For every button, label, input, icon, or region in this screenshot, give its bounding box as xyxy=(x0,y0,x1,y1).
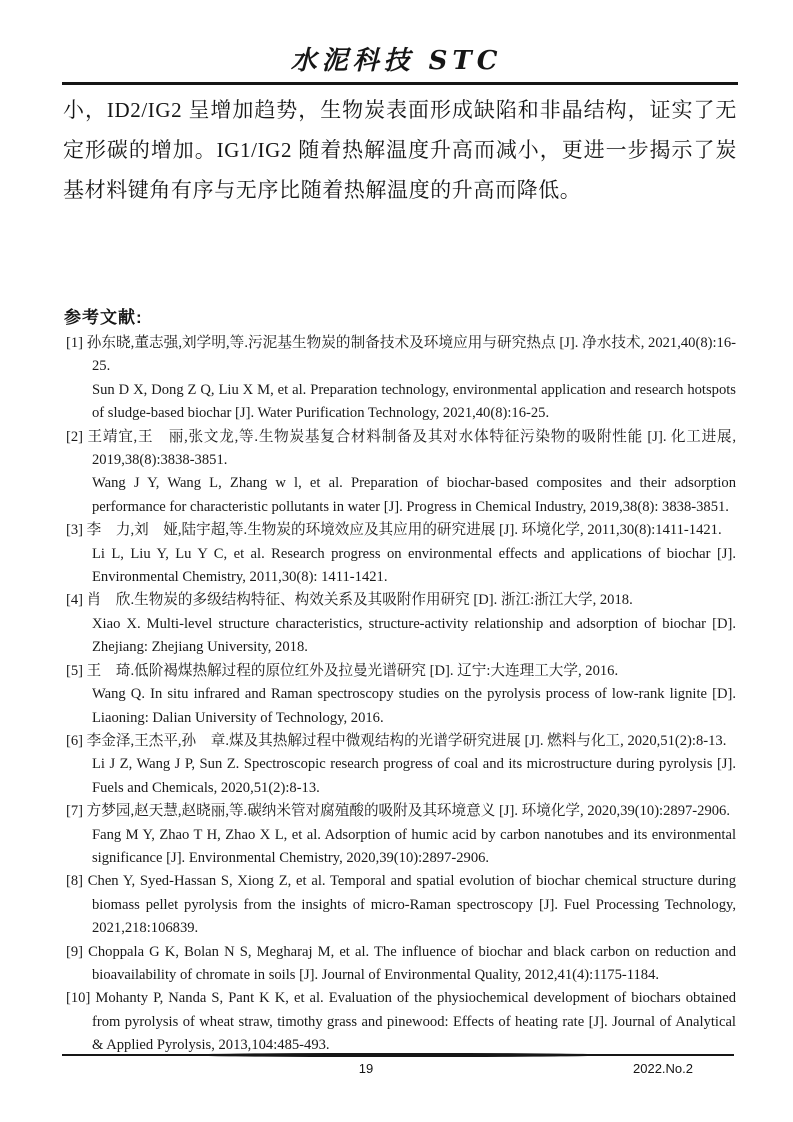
reference-item xyxy=(66,800,736,870)
reference-citation: [5] 王 琦.低阶褐煤热解过程的原位红外及拉曼光谱研究 [D]. 辽宁:大连理工大学, 2016. xyxy=(66,662,619,679)
reference-item xyxy=(66,589,736,659)
reference-number: [5] xyxy=(66,662,87,679)
reference-citation-translation: Wang J Y, Wang L, Zhang w l, et al. Preparation of biochar-based composites and their adsorption performance for characteristic pollutants in water [J]. Progress in Chemical Industry, 2019,38(8): 3838-3851. xyxy=(92,475,736,515)
reference-item xyxy=(66,870,736,940)
reference-item xyxy=(66,987,736,1057)
reference-citation: [8] Chen Y, Syed-Hassan S, Xiong Z, et al. Temporal and spatial evolution of biochar chemical structure during biomass pellet pyrolysis from the insights of micro-Raman spectroscopy [J]. Fuel Processing Technology, 2021,218:106839. xyxy=(66,873,736,937)
reference-citation-translation: Li L, Liu Y, Lu Y C, et al. Research progress on environmental effects and applications of biochar [J]. Environmental Chemistry, 2011,30(8): 1411-1421. xyxy=(92,545,736,586)
reference-item xyxy=(66,660,736,730)
reference-number: [6] xyxy=(66,732,87,749)
journal-title: 水泥科技 STC xyxy=(290,46,503,76)
reference-item xyxy=(66,730,736,800)
reference-citation: [3] 李 力,刘 娅,陆宇超,等.生物炭的环境效应及其应用的研究进展 [J]. 环境化学, 2011,30(8):1411-1421. xyxy=(66,522,722,539)
reference-number: [9] xyxy=(66,943,89,960)
reference-citation: [10] Mohanty P, Nanda S, Pant K K, et al. Evaluation of the physiochemical development of biochars obtained from pyrolysis of wheat straw, timothy grass and pinewood: Effects of heating rate [J]. Journal of Analytical & Applied Pyrolysis, 2013,104:485-493. xyxy=(66,990,736,1054)
reference-number: [4] xyxy=(66,592,87,609)
reference-citation-translation: Wang Q. In situ infrared and Raman spectroscopy studies on the pyrolysis process of low-rank lignite [D]. Liaoning: Dalian University of Technology, 2016. xyxy=(92,686,736,726)
reference-number: [1] xyxy=(66,335,87,351)
reference-citation: [2] 王靖宜,王 丽,张文龙,等.生物炭基复合材料制备及其对水体特征污染物的吸附性能 [J]. 化工进展, 2019,38(8):3838-3851. xyxy=(66,428,737,469)
reference-citation-translation: Xiao X. Multi-level structure characteristics, structure-activity relationship and adsorption of biochar [D]. Zhejiang: Zhejiang University, 2018. xyxy=(92,615,736,656)
reference-citation-translation: Fang M Y, Zhao T H, Zhao X L, et al. Adsorption of humic acid by carbon nanotubes and its environmental significance [J]. Environmental Chemistry, 2020,39(10):2897-2906. xyxy=(92,826,736,866)
reference-citation: [9] Choppala G K, Bolan N S, Megharaj M, et al. The influence of biochar and black carbon on reduction and bioavailability of chromate in soils [J]. Journal of Environmental Quality, 2012,41(4):1175-1184. xyxy=(66,943,736,983)
reference-citation: [1] 孙东晓,董志强,刘学明,等.污泥基生物炭的制备技术及环境应用与研究热点 [J]. 净水技术, 2021,40(8):16-25. xyxy=(66,335,736,375)
reference-citation-translation: Sun D X, Dong Z Q, Liu X M, et al. Preparation technology, environmental application and research hotspots of sludge-based biochar [J]. Water Purification Technology, 2021,40(8):16-25. xyxy=(92,381,736,422)
reference-number: [10] xyxy=(66,990,96,1007)
reference-item xyxy=(66,332,736,426)
reference-number: [3] xyxy=(66,522,87,539)
reference-number: [2] xyxy=(66,428,88,445)
references-heading: 参考文献: xyxy=(64,308,143,327)
reference-number: [7] xyxy=(66,803,87,820)
reference-item xyxy=(66,519,736,589)
header-rule xyxy=(62,82,738,85)
reference-citation: [4] 肖 欣.生物炭的多级结构特征、构效关系及其吸附作用研究 [D]. 浙江:浙江大学, 2018. xyxy=(66,592,633,609)
issue-label: 2022.No.2 xyxy=(633,1061,693,1076)
reference-citation: [7] 方梦园,赵天慧,赵晓丽,等.碳纳米管对腐殖酸的吸附及其环境意义 [J]. 环境化学, 2020,39(10):2897-2906. xyxy=(66,803,730,820)
reference-citation-translation: Li J Z, Wang J P, Sun Z. Spectroscopic research progress of coal and its microstructure during pyrolysis [J]. Fuels and Chemicals, 2020,51(2):8-13. xyxy=(92,756,736,796)
reference-citation: [6] 李金泽,王杰平,孙 章.煤及其热解过程中微观结构的光谱学研究进展 [J]. 燃料与化工, 2020,51(2):8-13. xyxy=(66,732,727,749)
references-list xyxy=(66,332,736,1058)
footer-rule xyxy=(62,1054,734,1056)
reference-item xyxy=(66,941,736,988)
page-number: 19 xyxy=(358,1061,374,1076)
reference-number: [8] xyxy=(66,873,88,890)
reference-item xyxy=(66,426,736,520)
body-paragraph: 小，ID2/IG2 呈增加趋势，生物炭表面形成缺陷和非晶结构，证实了无定形碳的增加。IG1/IG2 随着热解温度升高而减小，更进一步揭示了炭基材料键角有序与无序比随着热解温度的升高而降低。 xyxy=(63,98,737,202)
